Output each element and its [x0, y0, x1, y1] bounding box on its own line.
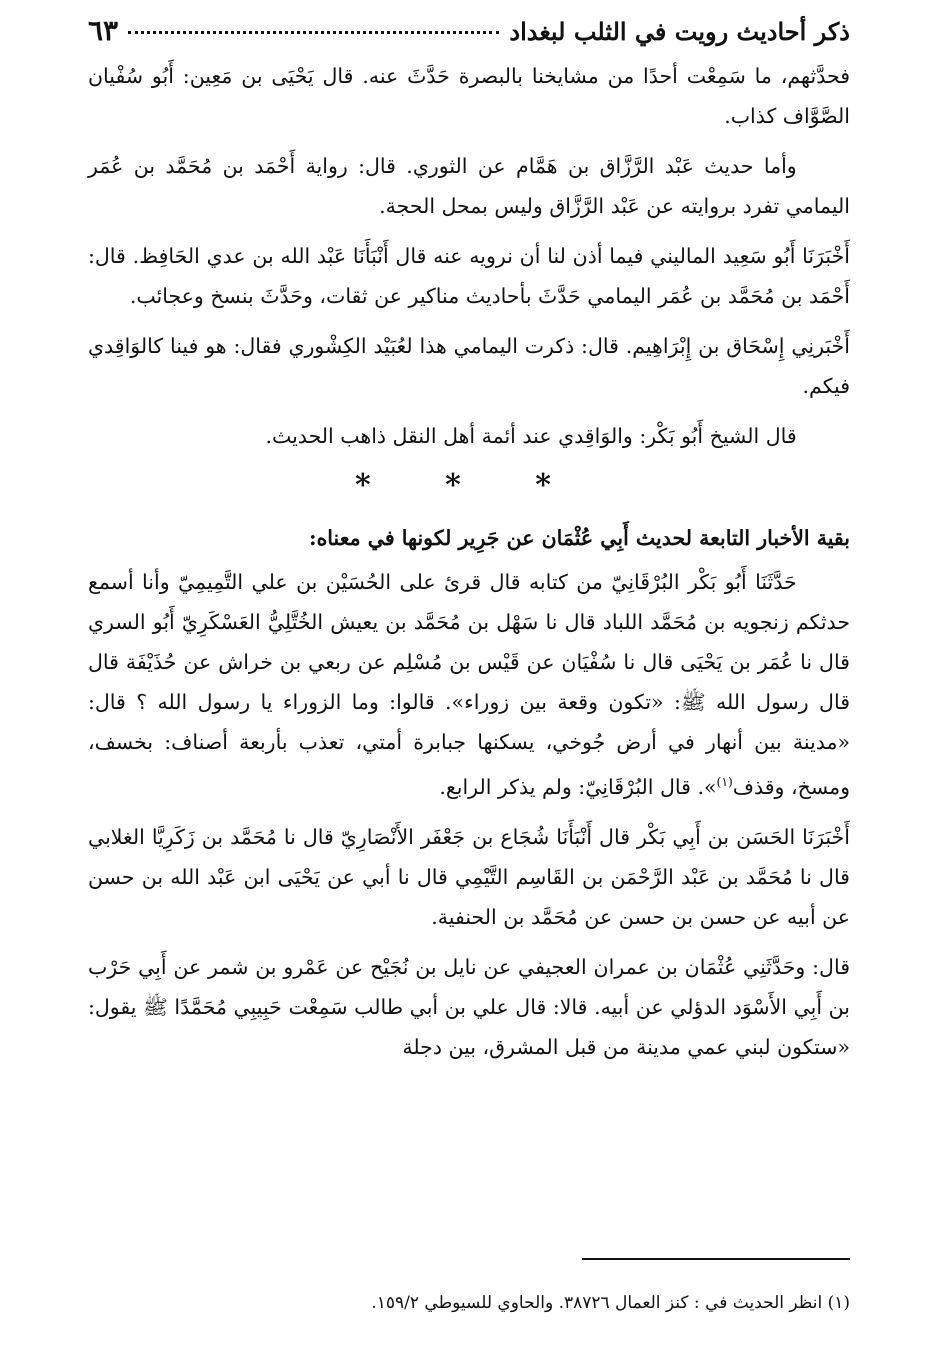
paragraph-6-text-a: حَدَّثَنَا أَبُو بَكْر البُرْقَانِيّ من كتابه قال قرئ على الحُسَيْن بن علي التَّمِيمِيّ وأنا أسمع حدثكم زنجويه بن مُحَمَّد اللباد قال نا سَهْل بن مُحَمَّد بن يعيش الخُتَّلِيُّ العَسْكَرِيّ أَبُو السري قال نا عُمَر بن يَحْيَى قال نا سُفْيَان عن قَيْس بن مُسْلِم عن ربعي بن خراش عن حُذَيْفَة قال قال رسول الله ﷺ: «تكون وقعة بين زوراء». قالوا: وما الزوراء يا رسول الله ؟ قال: «مدينة بين أنهار في أرض جُوخي، يسكنها جبابرة أمتي، تعذب بأربعة أصناف: بخسف، ومسخ، وقذف: [88, 570, 850, 799]
paragraph-5: قال الشيخ أَبُو بَكْر: والوَاقِدي عند أئمة أهل النقل ذاهب الحديث.: [265, 424, 797, 448]
header-dot-leader: [128, 31, 499, 34]
paragraph-4: أَخْبَرنِي إِسْحَاق بن إِبْرَاهِيم. قال: ذكرت اليمامي هذا لعُبَيْد الكِشْوري فقال: هو فينا كالوَاقِدي فيكم.: [88, 334, 850, 398]
running-header: [88, 14, 850, 56]
section-heading: بقية الأخبار التابعة لحديث أَبِي عُثْمَان عن جَرِير لكونها في معناه:: [309, 526, 850, 550]
paragraph-8: قال: وحَدَّثَنِي عُثْمَان بن عمران العجيفي عن نايل بن نُجَيْح عن عَمْرو بن شمر عن أَبِي حَرْب بن أَبِي الأَسْوَد الدؤلي عن أبيه. قالا: قال علي بن أبي طالب سَمِعْت حَبِيبِي مُحَمَّدًا ﷺ يقول: «ستكون لبني عمي مدينة من قبل المشرق، بين دجلة: [88, 954, 850, 1059]
section-separator-stars: * * *: [355, 468, 583, 503]
header-title: ذكر أحاديث رويت في الثلب لبغداد: [509, 17, 850, 46]
page-number: ٦٣: [88, 14, 119, 47]
footnote-divider: [582, 1258, 850, 1260]
paragraph-1: فحدَّثهم، ما سَمِعْت أحدًا من مشايخنا بالبصرة حَدَّثَ عنه. قال يَحْيَى بن مَعِين: أَبُو سُفْيان الصَّوَّاف كذاب.: [88, 64, 850, 128]
paragraph-6-text-b: ». قال البُرْقَانِيّ: ولم يذكر الرابع.: [439, 774, 717, 799]
footnote: (١) انظر الحديث في : كنز العمال ٣٨٧٢٦. والحاوي للسيوطي ١٥٩/٢.: [371, 1293, 850, 1313]
paragraph-6: [88, 562, 850, 807]
paragraph-2: وأما حديث عَبْد الرَّزَّاق بن هَمَّام عن الثوري. قال: رواية أَحْمَد بن مُحَمَّد بن عُمَر اليمامي تفرد بروايته عن عَبْد الرَّزَّاق وليس بمحل الحجة.: [88, 154, 850, 218]
book-page: [88, 14, 850, 1365]
footnote-reference: (١): [716, 775, 733, 789]
paragraph-3: أَخْبَرَنَا أَبُو سَعِيد الماليني فيما أذن لنا أن نرويه عنه قال أَنْبَأَنَا عَبْد الله بن عدي الحَافِظ. قال: أَحْمَد بن مُحَمَّد بن عُمَر اليمامي حَدَّثَ بأحاديث مناكير عن ثقات، وحَدَّثَ بنسخ وعجائب.: [88, 244, 850, 308]
paragraph-7: أَخْبَرَنَا الحَسَن بن أَبِي بَكْر قال أَنْبَأَنَا شُجَاع بن جَعْفَر الأَنْصَارِيّ قال نا مُحَمَّد بن زَكَرِيَّا الغلابي قال نا مُحَمَّد بن عَبْد الرَّحْمَن بن القَاسِم التَّيْمِي قال نا أبي عن يَحْيَى ابن عَبْد الله بن حسن عن أبيه عن حسن بن حسن عن مُحَمَّد بن الحنفية.: [88, 824, 850, 929]
